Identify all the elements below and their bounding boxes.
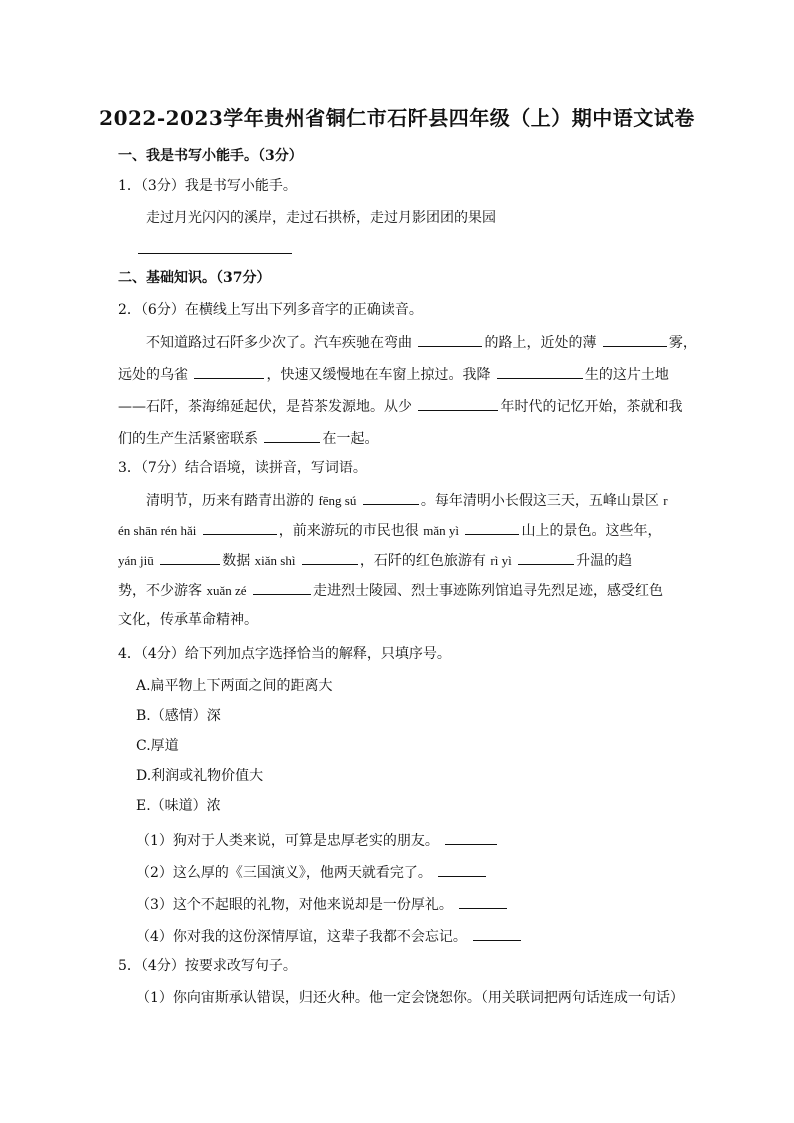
answer-blank[interactable] — [438, 862, 486, 877]
text-segment: ，前来游玩的市民也很 — [278, 523, 419, 539]
pinyin: xiǎn shì — [254, 553, 296, 568]
option-c: C.厚道 — [136, 738, 179, 754]
pinyin: yán jiū — [118, 553, 154, 568]
text-segment: 山上的景色。这些年， — [521, 523, 662, 539]
text-segment: 们的生产生活紧密联系 — [118, 431, 258, 447]
question-2-stem: 2．（6分）在横线上写出下列多音字的正确读音。 — [118, 302, 423, 318]
answer-blank[interactable] — [160, 550, 220, 565]
text-segment: （4）你对我的这份深情厚谊，这辈子我都不会忘记。 — [136, 929, 467, 945]
question-3-line-4 — [118, 580, 663, 601]
answer-blank[interactable] — [138, 252, 292, 254]
text-segment: 。每年清明小长假这三天，五峰山景区 — [420, 493, 659, 509]
answer-blank[interactable] — [264, 428, 320, 443]
text-segment: （3）这个不起眼的礼物，对他来说却是一份厚礼。 — [136, 897, 453, 913]
answer-blank[interactable] — [302, 550, 358, 565]
question-4-item-4 — [136, 926, 523, 947]
question-1-text: 走过月光闪闪的溪岸，走过石拱桥，走过月影团团的果园 — [146, 210, 496, 226]
question-4-item-1 — [136, 830, 499, 851]
question-1-stem: 1．（3分）我是书写小能手。 — [118, 178, 297, 194]
text-segment: ，快速又缓慢地在车窗上掠过。我降 — [266, 367, 491, 383]
pinyin: xuǎn zé — [206, 583, 247, 598]
text-segment: ——石阡，茶海绵延起伏，是苔茶发源地。从少 — [118, 399, 412, 415]
text-segment: 不知道路过石阡多少次了。汽车疾驰在弯曲 — [146, 335, 412, 351]
answer-blank[interactable] — [418, 332, 482, 347]
answer-blank[interactable] — [603, 332, 667, 347]
question-2-line-2 — [118, 364, 669, 385]
text-segment: ，石阡的红色旅游有 — [359, 553, 486, 569]
question-2-line-1 — [146, 332, 697, 353]
question-4-stem: 4．（4分）给下列加点字选择恰当的解释，只填序号。 — [118, 646, 451, 662]
answer-blank[interactable] — [518, 550, 574, 565]
text-segment: 生的这片土地 — [584, 367, 669, 383]
text-segment: 势，不少游客 — [118, 583, 202, 599]
answer-blank[interactable] — [363, 490, 419, 505]
question-3-stem: 3．（7分）结合语境，读拼音，写词语。 — [118, 460, 367, 476]
answer-blank[interactable] — [445, 830, 497, 845]
question-3-line-3 — [118, 550, 632, 571]
text-segment: 数据 — [222, 553, 251, 569]
text-segment: 清明节，历来有踏青出游的 — [146, 493, 314, 509]
section-2-heading: 二、基础知识。（37分） — [118, 270, 271, 286]
answer-blank[interactable] — [459, 894, 507, 909]
answer-blank[interactable] — [497, 364, 583, 379]
page-title: 2022-2023学年贵州省铜仁市石阡县四年级（上）期中语文试卷 — [99, 106, 695, 130]
answer-blank[interactable] — [473, 926, 521, 941]
pinyin: én shān rén hǎi — [118, 523, 197, 538]
question-2-line-3 — [118, 396, 682, 417]
text-segment: 升温的趋 — [576, 553, 633, 569]
pinyin: fēng sú — [318, 493, 357, 508]
answer-blank[interactable] — [465, 520, 519, 535]
answer-blank[interactable] — [203, 520, 277, 535]
text-segment: 在一起。 — [322, 431, 379, 447]
section-1-heading: 一、我是书写小能手。（3分） — [118, 148, 303, 164]
pinyin: r — [663, 493, 668, 508]
question-5-item-1: （1）你向宙斯承认错误，归还火种。他一定会饶恕你。（用关联词把两句话连成一句话） — [136, 990, 684, 1006]
text-segment: （1）狗对于人类来说，可算是忠厚老实的朋友。 — [136, 833, 439, 849]
text-segment: （2）这么厚的《三国演义》，他两天就看完了。 — [136, 865, 432, 881]
pinyin: rì yì — [490, 553, 512, 568]
question-4-item-2 — [136, 862, 488, 883]
option-b: B.（感情）深 — [136, 708, 221, 724]
option-e: E.（味道）浓 — [136, 798, 221, 814]
text-segment: 的路上，近处的薄 — [484, 335, 597, 351]
question-3-line-2 — [118, 520, 661, 541]
answer-blank[interactable] — [253, 580, 311, 595]
question-3-line-5: 文化，传承革命精神。 — [118, 612, 258, 628]
text-segment: 远处的乌雀 — [118, 367, 188, 383]
answer-blank[interactable] — [418, 396, 498, 411]
pinyin: mǎn yì — [423, 523, 459, 538]
question-3-line-1 — [146, 490, 668, 511]
question-4-item-3 — [136, 894, 509, 915]
question-2-line-4 — [118, 428, 378, 449]
text-segment: 年时代的记忆开始，茶就和我 — [500, 399, 683, 415]
option-a: A.扁平物上下两面之间的距离大 — [136, 678, 333, 694]
answer-blank[interactable] — [194, 364, 264, 379]
text-segment: 走进烈士陵园、烈士事迹陈列馆追寻先烈足迹，感受红色 — [312, 583, 663, 599]
option-d: D.利润或礼物价值大 — [136, 768, 264, 784]
text-segment: 雾， — [668, 335, 697, 351]
question-5-stem: 5．（4分）按要求改写句子。 — [118, 958, 297, 974]
